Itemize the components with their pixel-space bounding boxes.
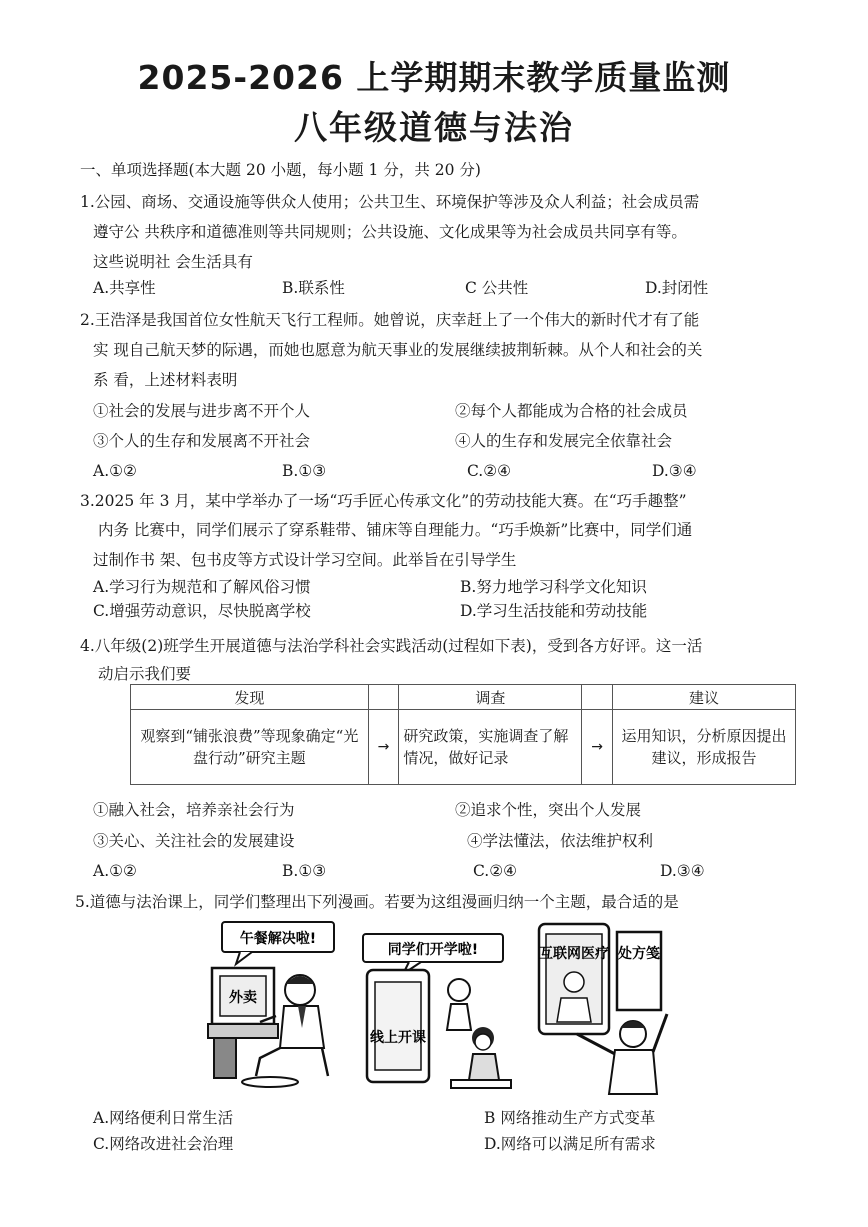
q3-stem-line-1: 3.2025 年 3 月，某中学举办了一场“巧手匠心传承文化”的劳动技能大赛。在“巧手趣整” xyxy=(80,492,687,510)
q4-option-c[interactable]: C.②④ xyxy=(473,862,518,880)
table-header-suggest: 建议 xyxy=(613,685,796,710)
q3-option-c[interactable]: C.增强劳动意识，尽快脱离学校 xyxy=(93,602,311,620)
cartoon-internet-medical xyxy=(533,918,683,1098)
prescription-sign: 处方笺 xyxy=(618,946,660,962)
q3-stem-line-3: 过制作书 架、包书皮等方式设计学习空间。此举旨在引导学生 xyxy=(93,551,517,569)
table-cell-suggest: 运用知识，分析原因提出建议，形成报告 xyxy=(613,710,796,785)
arrow-icon: → xyxy=(582,710,613,785)
q4-stem-line-1: 4.八年级(2)班学生开展道德与法治学科社会实践活动(过程如下表)，受到各方好评。这一活 xyxy=(80,637,703,655)
cartoon-takeaway-lunch xyxy=(200,918,350,1090)
q2-option-a[interactable]: A.①② xyxy=(93,462,137,480)
screen-text-online: 线上开课 xyxy=(370,1030,426,1046)
table-cell-investigate: 研究政策，实施调查了解情况，做好记录 xyxy=(399,710,582,785)
q5-option-b[interactable]: B 网络推动生产方式变革 xyxy=(484,1109,656,1127)
q5-stem: 5.道德与法治课上，同学们整理出下列漫画。若要为这组漫画归纳一个主题，最合适的是 xyxy=(75,893,679,911)
q5-option-d[interactable]: D.网络可以满足所有需求 xyxy=(484,1135,656,1153)
table-spacer xyxy=(582,685,613,710)
q2-stem-line-2: 实 现自己航天梦的际遇，而她也愿意为航天事业的发展继续披荆斩棘。从个人和社会的关 xyxy=(93,341,703,359)
speech-bubble-school: 同学们开学啦! xyxy=(387,942,479,958)
q3-option-a[interactable]: A.学习行为规范和了解风俗习惯 xyxy=(93,578,311,596)
q4-option-d[interactable]: D.③④ xyxy=(660,862,705,880)
q2-statement-3: ③个人的生存和发展离不开社会 xyxy=(93,432,311,450)
q4-stem-line-2: 动启示我们要 xyxy=(98,665,192,683)
section-heading: 一、单项选择题(本大题 20 小题，每小题 1 分，共 20 分) xyxy=(80,161,481,179)
exam-title: 2025-2026 上学期期末教学质量监测 xyxy=(137,58,731,97)
cartoon-online-classes xyxy=(355,930,515,1100)
q1-stem-line-2: 遵守公 共秩序和道德准则等共同规则；公共设施、文化成果等为社会成员共同享有等。 xyxy=(93,223,687,241)
q4-option-a[interactable]: A.①② xyxy=(93,862,137,880)
q2-statement-2: ②每个人都能成为合格的社会成员 xyxy=(455,402,688,420)
q5-option-a[interactable]: A.网络便利日常生活 xyxy=(93,1109,234,1127)
q3-option-d[interactable]: D.学习生活技能和劳动技能 xyxy=(460,602,648,620)
screen-text-medical: 互联网医疗 xyxy=(539,946,609,962)
table-spacer xyxy=(368,685,399,710)
q1-stem-line-1: 1.公园、商场、交通设施等供众人使用；公共卫生、环境保护等涉及众人利益；社会成员需 xyxy=(80,193,700,211)
q4-option-b[interactable]: B.①③ xyxy=(282,862,327,880)
q5-option-c[interactable]: C.网络改进社会治理 xyxy=(93,1135,234,1153)
q2-stem-line-3: 系 看，上述材料表明 xyxy=(93,371,238,389)
screen-text-takeaway: 外卖 xyxy=(229,990,257,1006)
q2-option-d[interactable]: D.③④ xyxy=(652,462,697,480)
q1-option-d[interactable]: D.封闭性 xyxy=(645,279,709,297)
q4-statement-4: ④学法懂法，依法维护权利 xyxy=(467,832,654,850)
q1-option-b[interactable]: B.联系性 xyxy=(282,279,345,297)
activity-process-table xyxy=(130,684,796,785)
q2-option-b[interactable]: B.①③ xyxy=(282,462,327,480)
table-cell-discover: 观察到“铺张浪费”等现象确定“光盘行动”研究主题 xyxy=(131,710,369,785)
q2-statement-1: ①社会的发展与进步离不开个人 xyxy=(93,402,311,420)
q4-statement-2: ②追求个性，突出个人发展 xyxy=(455,801,642,819)
q2-statement-4: ④人的生存和发展完全依靠社会 xyxy=(455,432,673,450)
speech-bubble-lunch: 午餐解决啦! xyxy=(239,931,317,947)
q2-option-c[interactable]: C.②④ xyxy=(467,462,512,480)
table-header-discover: 发现 xyxy=(131,685,369,710)
q1-option-c[interactable]: C 公共性 xyxy=(465,279,529,297)
exam-subtitle: 八年级道德与法治 xyxy=(294,108,574,147)
q1-option-a[interactable]: A.共享性 xyxy=(93,279,156,297)
q1-stem-line-3: 这些说明社 会生活具有 xyxy=(93,253,253,271)
arrow-icon: → xyxy=(368,710,399,785)
q2-stem-line-1: 2.王浩泽是我国首位女性航天飞行工程师。她曾说，庆幸赶上了一个伟大的新时代才有了能 xyxy=(80,311,700,329)
q4-statement-1: ①融入社会，培养亲社会行为 xyxy=(93,801,295,819)
q3-stem-line-2: 内务 比赛中，同学们展示了穿系鞋带、铺床等自理能力。“巧手焕新”比赛中，同学们通 xyxy=(98,521,693,539)
q3-option-b[interactable]: B.努力地学习科学文化知识 xyxy=(460,578,647,596)
table-header-investigate: 调查 xyxy=(399,685,582,710)
q4-statement-3: ③关心、关注社会的发展建设 xyxy=(93,832,295,850)
